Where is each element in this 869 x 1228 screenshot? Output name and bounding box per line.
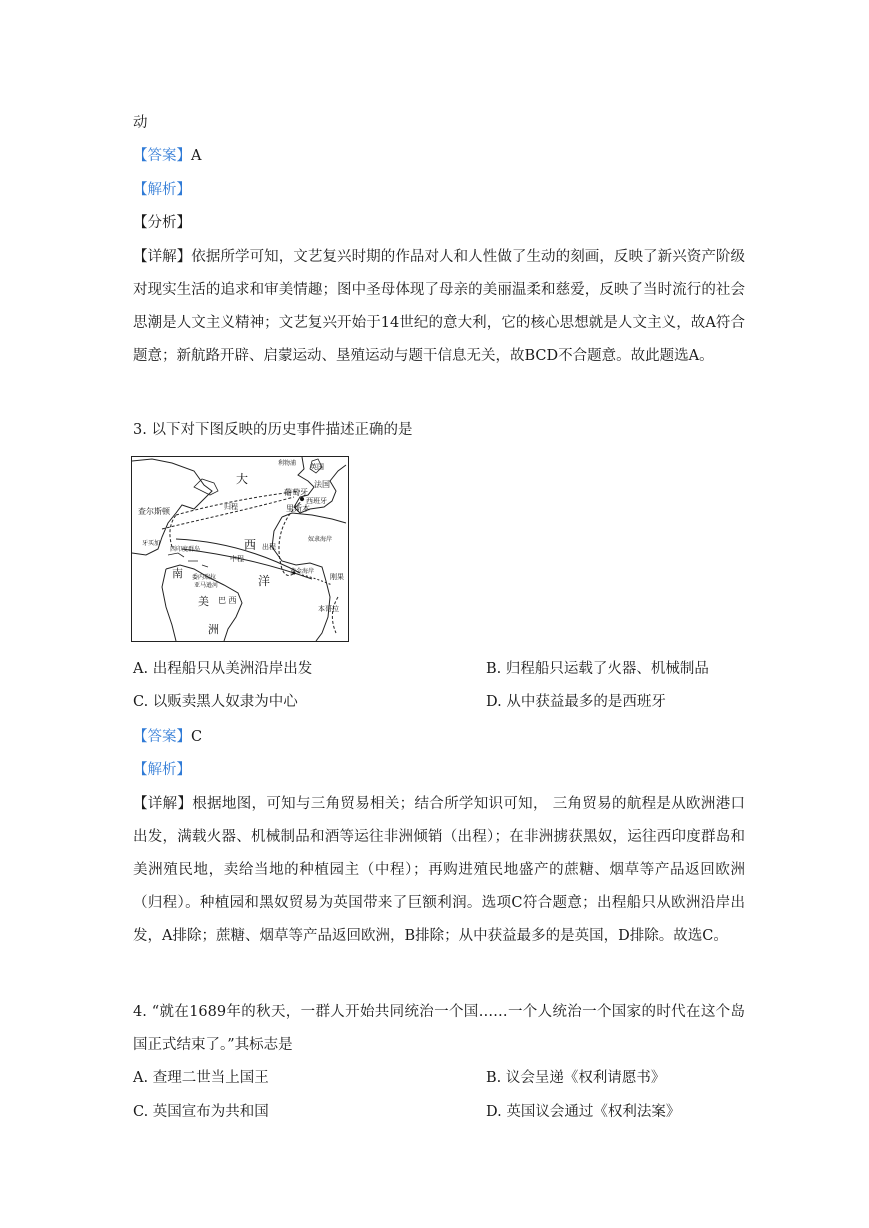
detail-text: 依据所学可知，文艺复兴时期的作品对人和人性做了生动的刻画，反映了新兴资产阶级对现实生活的追求和审美情趣；图中圣母体现了母亲的美丽温柔和慈爱，反映了当时流行的社会思潮是人文主义精神；文艺复兴开始于14世纪的意大利，它的核心思想就是人文主义，故A符合题意；新航路开辟、启蒙运动、垦殖运动与题干信息无关，故BCD不合题意。故此题选A。 [133, 249, 746, 364]
label-portugal: 葡萄牙 [284, 488, 308, 497]
q3-option-c: C. 以贩卖黑人奴隶为中心 [133, 694, 298, 710]
label-jamaica: 牙买加 [142, 540, 161, 547]
answer-tag: 【答案】 [133, 148, 191, 164]
label-goldcoast: 黄金海岸 [290, 568, 315, 575]
triangle-trade-map [131, 456, 349, 642]
answer-value: C [191, 729, 203, 745]
label-zhou: 洲 [208, 623, 219, 636]
label-westindies: 西印度群岛 [170, 546, 201, 553]
label-nan: 南 [172, 567, 183, 580]
label-lisbon: 里斯本 [286, 504, 310, 513]
q4-option-c: C. 英国宣布为共和国 [133, 1104, 269, 1120]
label-venezuela: 委内瑞拉 [192, 574, 217, 581]
label-chucheng: 出程 [262, 543, 276, 551]
q3-option-d: D. 从中获益最多的是西班牙 [486, 694, 666, 710]
answer-value: A [191, 148, 202, 164]
label-congo: 刚果 [330, 573, 344, 581]
label-charleston: 查尔斯顿 [138, 507, 170, 516]
q2-analysis-tag: 【解析】 [133, 182, 191, 198]
label-uk: 英国 [310, 463, 324, 471]
label-zhongcheng: 中程 [230, 555, 244, 563]
q3-stem: 3. 以下对下图反映的历史事件描述正确的是 [133, 422, 413, 438]
q3-option-b: B. 归程船只运载了火器、机械制品 [486, 661, 709, 677]
q4-option-b: B. 议会呈递《权利请愿书》 [486, 1070, 666, 1086]
q3-detail [133, 788, 745, 953]
detail-tag: 【详解】 [133, 249, 192, 265]
q3-option-a: A. 出程船只从美洲沿岸出发 [133, 661, 313, 677]
q2-detail [133, 241, 745, 373]
label-yang: 洋 [258, 574, 271, 588]
detail-tag: 【详解】 [133, 796, 193, 812]
q4-option-d: D. 英国议会通过《权利法案》 [486, 1104, 681, 1120]
label-spain: 西班牙 [306, 497, 327, 505]
label-guiana: 亚马逊河 [194, 582, 219, 589]
q2-fenxi-tag: 【分析】 [133, 215, 191, 231]
map-graphic [132, 457, 348, 641]
detail-text: 根据地图，可知与三角贸易相关；结合所学知识可知， 三角贸易的航程是从欧洲港口出发，满载火器、机械制品和酒等运往非洲倾销（出程）；在非洲掳获黑奴，运往西印度群岛和美洲殖民地，卖给当地的种植园主（中程）；再购进殖民地盛产的蔗糖、烟草等产品返回欧洲（归程）。种植园和黑奴贸易为英国带来了巨额利润。选项C符合题意；出程船只从欧洲沿岸出发，A排除；蔗糖、烟草等产品返回欧洲，B排除；从中获益最多的是英国，D排除。故选C。 [133, 796, 746, 944]
label-xi: 西 [244, 538, 257, 552]
q2-answer [133, 146, 201, 166]
label-france: 法国 [314, 480, 330, 489]
label-liverpool: 利物浦 [278, 460, 297, 467]
label-slavecoast: 奴隶海岸 [308, 536, 333, 543]
answer-tag: 【答案】 [133, 729, 191, 745]
top-fragment: 动 [133, 115, 148, 131]
q4-option-a: A. 查理二世当上国王 [133, 1070, 269, 1086]
label-mei: 美 [198, 595, 209, 608]
label-da: 大 [236, 472, 249, 486]
q3-answer [133, 727, 202, 747]
label-benguela: 本哥拉 [318, 605, 339, 613]
label-guihang: 归程 [224, 503, 238, 511]
q3-analysis-tag: 【解析】 [133, 762, 191, 778]
label-baxi: 巴 西 [218, 596, 237, 605]
q4-stem: 4. “就在1689年的秋天，一群人开始共同统治一个国……一个人统治一个国家的时代在这个岛国正式结束了。”其标志是 [133, 1004, 745, 1053]
